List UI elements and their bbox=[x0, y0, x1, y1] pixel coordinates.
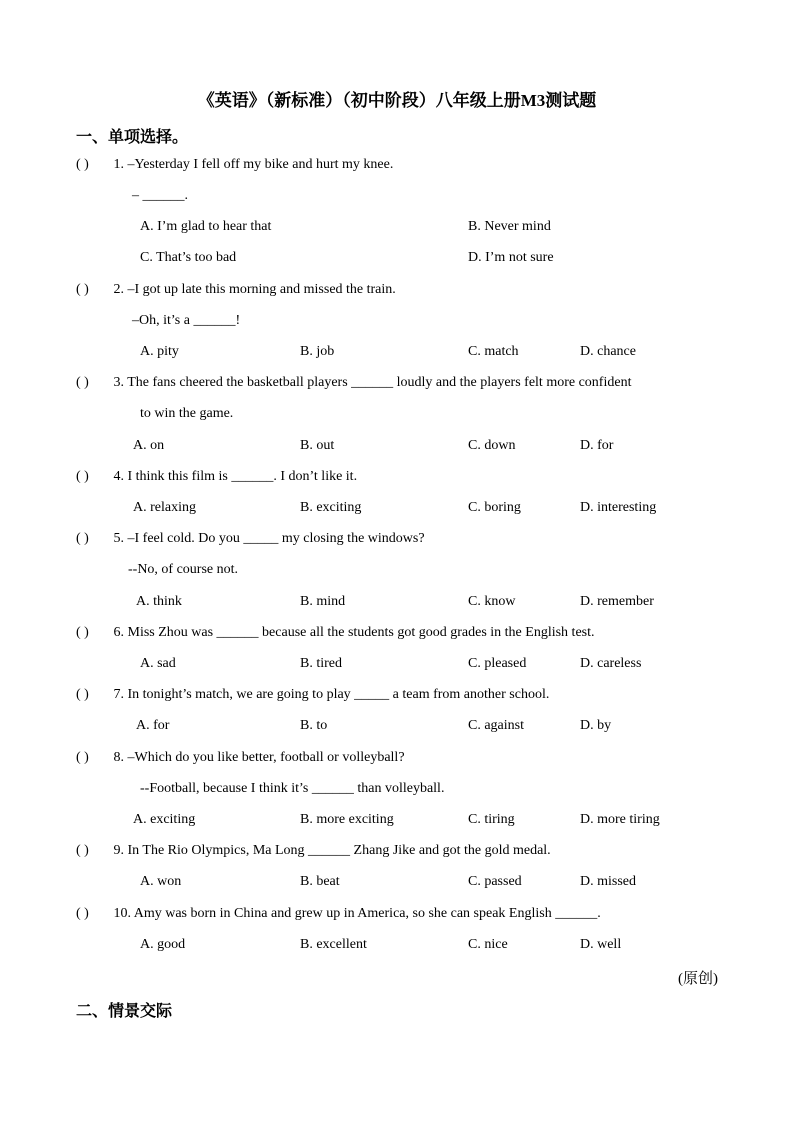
question-9 bbox=[76, 843, 551, 859]
question-5 bbox=[76, 531, 425, 547]
option-a: A. on bbox=[133, 438, 165, 453]
answer-blank[interactable]: ( ) bbox=[76, 469, 89, 484]
answer-blank[interactable]: ( ) bbox=[76, 687, 89, 702]
question-8 bbox=[76, 750, 405, 766]
question-1 bbox=[76, 157, 393, 173]
question-reply: – ______. bbox=[132, 188, 188, 203]
question-10 bbox=[76, 906, 601, 922]
question-stem: 9. In The Rio Olympics, Ma Long ______ Zhang Jike and got the gold medal. bbox=[113, 843, 551, 858]
question-reply: --No, of course not. bbox=[128, 562, 239, 577]
answer-blank[interactable]: ( ) bbox=[76, 282, 89, 297]
option-b: B. beat bbox=[300, 874, 340, 889]
option-b: B. excellent bbox=[300, 937, 367, 952]
question-stem: 10. Amy was born in China and grew up in America, so she can speak English ______. bbox=[113, 906, 601, 921]
section-heading-2: 二、情景交际 bbox=[76, 1003, 173, 1020]
option-b: B. exciting bbox=[300, 500, 362, 515]
answer-blank[interactable]: ( ) bbox=[76, 375, 89, 390]
question-3 bbox=[76, 375, 631, 391]
option-d: D. for bbox=[580, 438, 614, 453]
option-d: D. by bbox=[580, 718, 612, 733]
option-c: C. know bbox=[468, 594, 516, 609]
question-continuation: to win the game. bbox=[140, 406, 234, 421]
option-a: A. good bbox=[140, 937, 186, 952]
option-a: A. won bbox=[140, 874, 182, 889]
option-a: A. sad bbox=[140, 656, 176, 671]
option-a: A. exciting bbox=[133, 812, 196, 827]
option-c: C. passed bbox=[468, 874, 522, 889]
question-2 bbox=[76, 282, 396, 298]
option-a: A. pity bbox=[140, 344, 179, 359]
option-c: C. nice bbox=[468, 937, 508, 952]
option-d: D. well bbox=[580, 937, 622, 952]
answer-blank[interactable]: ( ) bbox=[76, 843, 89, 858]
option-b: B. to bbox=[300, 718, 328, 733]
option-d: D. interesting bbox=[580, 500, 657, 515]
option-d: D. remember bbox=[580, 594, 654, 609]
question-stem: 4. I think this film is ______. I don’t like it. bbox=[113, 469, 358, 484]
option-c: C. against bbox=[468, 718, 524, 733]
option-a: A. think bbox=[136, 594, 182, 609]
question-stem: 6. Miss Zhou was ______ because all the students got good grades in the English test. bbox=[113, 625, 595, 640]
option-b: B. out bbox=[300, 438, 335, 453]
option-a: A. for bbox=[136, 718, 170, 733]
option-c: C. match bbox=[468, 344, 519, 359]
question-stem: 5. –I feel cold. Do you _____ my closing the windows? bbox=[113, 531, 425, 546]
question-reply: –Oh, it’s a ______! bbox=[132, 313, 241, 328]
option-c: C. That’s too bad bbox=[140, 250, 237, 265]
option-b: B. Never mind bbox=[468, 219, 551, 234]
option-b: B. mind bbox=[300, 594, 346, 609]
option-c: C. down bbox=[468, 438, 516, 453]
option-a: A. I’m glad to hear that bbox=[140, 219, 272, 234]
option-b: B. tired bbox=[300, 656, 342, 671]
option-c: C. pleased bbox=[468, 656, 527, 671]
option-a: A. relaxing bbox=[133, 500, 196, 515]
option-c: C. boring bbox=[468, 500, 521, 515]
answer-blank[interactable]: ( ) bbox=[76, 750, 89, 765]
question-reply: --Football, because I think it’s ______ than volleyball. bbox=[140, 781, 445, 796]
option-d: D. I’m not sure bbox=[468, 250, 554, 265]
option-d: D. more tiring bbox=[580, 812, 660, 827]
question-stem: 2. –I got up late this morning and missed the train. bbox=[113, 282, 396, 297]
question-7 bbox=[76, 687, 549, 703]
answer-blank[interactable]: ( ) bbox=[76, 157, 89, 172]
answer-blank[interactable]: ( ) bbox=[76, 625, 89, 640]
option-c: C. tiring bbox=[468, 812, 515, 827]
question-stem: 3. The fans cheered the basketball players ______ loudly and the players felt more confident bbox=[113, 375, 632, 390]
page-title: 《英语》（新标准）（初中阶段）八年级上册M3测试题 bbox=[197, 91, 597, 110]
section-heading-1: 一、单项选择。 bbox=[76, 129, 189, 146]
original-note: (原创) bbox=[678, 971, 718, 987]
question-6 bbox=[76, 625, 595, 641]
question-stem: 1. –Yesterday I fell off my bike and hurt my knee. bbox=[113, 157, 394, 172]
option-b: B. more exciting bbox=[300, 812, 394, 827]
option-b: B. job bbox=[300, 344, 335, 359]
answer-blank[interactable]: ( ) bbox=[76, 906, 89, 921]
option-d: D. missed bbox=[580, 874, 636, 889]
question-stem: 7. In tonight’s match, we are going to play _____ a team from another school. bbox=[113, 687, 550, 702]
question-stem: 8. –Which do you like better, football or volleyball? bbox=[113, 750, 405, 765]
answer-blank[interactable]: ( ) bbox=[76, 531, 89, 546]
option-d: D. careless bbox=[580, 656, 642, 671]
option-d: D. chance bbox=[580, 344, 636, 359]
question-4 bbox=[76, 469, 357, 485]
